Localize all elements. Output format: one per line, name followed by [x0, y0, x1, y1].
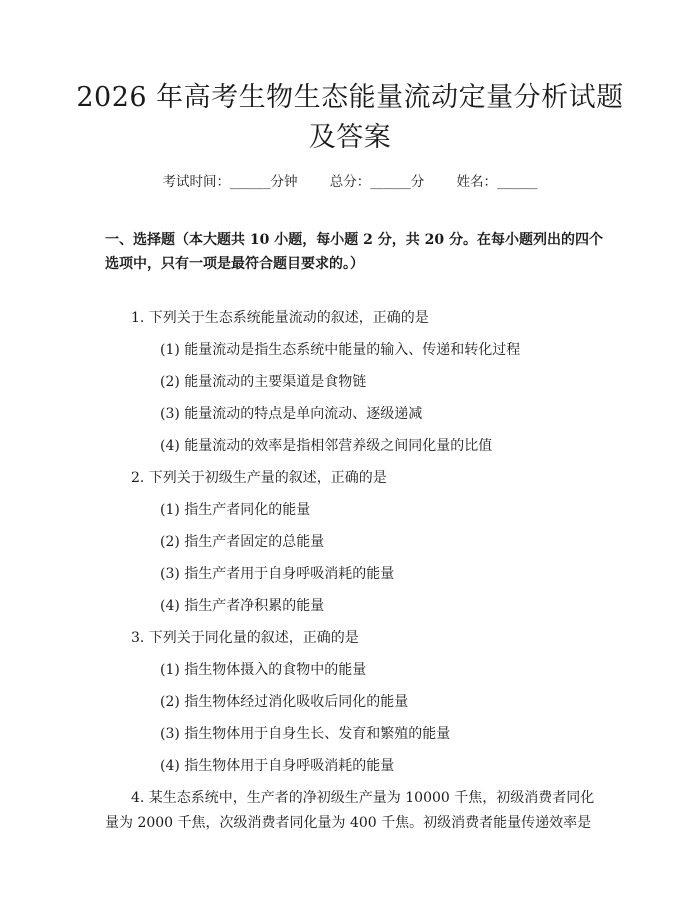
question-1-option: (2) 能量流动的主要渠道是食物链: [160, 374, 367, 390]
question-3-option: (3) 指生物体用于自身生长、发育和繁殖的能量: [160, 726, 451, 742]
title-line-2: 及答案: [308, 122, 392, 153]
exam-time-field: 考试时间：______分钟: [162, 174, 298, 190]
question-1-option: (1) 能量流动是指生态系统中能量的输入、传递和转化过程: [160, 342, 521, 358]
exam-meta: [0, 170, 700, 190]
question-3-option: (4) 指生物体用于自身呼吸消耗的能量: [160, 758, 395, 774]
question-1-option: (4) 能量流动的效率是指相邻营养级之间同化量的比值: [160, 438, 493, 454]
question-2-option: (1) 指生产者同化的能量: [160, 502, 311, 518]
question-1-stem: 1. 下列关于生态系统能量流动的叙述，正确的是: [131, 310, 429, 326]
question-2-option: (3) 指生产者用于自身呼吸消耗的能量: [160, 566, 395, 582]
page-title: [60, 78, 640, 158]
question-3-option: (2) 指生物体经过消化吸收后同化的能量: [160, 694, 409, 710]
total-score-field: 总分：______分: [329, 174, 425, 190]
question-3-option: (1) 指生物体摄入的食物中的能量: [160, 662, 367, 678]
question-2-option: (4) 指生产者净积累的能量: [160, 598, 325, 614]
question-4-stem: 4. 某生态系统中，生产者的净初级生产量为 10000 千焦，初级消费者同化量为 2000 千焦，次级消费者同化量为 400 千焦。初级消费者能量传递效率是: [105, 790, 595, 831]
section-heading: 一、选择题（本大题共 10 小题，每小题 2 分，共 20 分。在每小题列出的四个选项中，只有一项是最符合题目要求的。）: [105, 232, 603, 272]
question-1-option: (3) 能量流动的特点是单向流动、逐级递减: [160, 406, 423, 422]
title-line-1: 2026 年高考生物生态能量流动定量分析试题: [76, 82, 624, 113]
question-2-option: (2) 指生产者固定的总能量: [160, 534, 325, 550]
question-2-stem: 2. 下列关于初级生产量的叙述，正确的是: [131, 470, 387, 486]
question-3-stem: 3. 下列关于同化量的叙述，正确的是: [131, 630, 359, 646]
student-name-field: 姓名：______: [456, 174, 538, 190]
